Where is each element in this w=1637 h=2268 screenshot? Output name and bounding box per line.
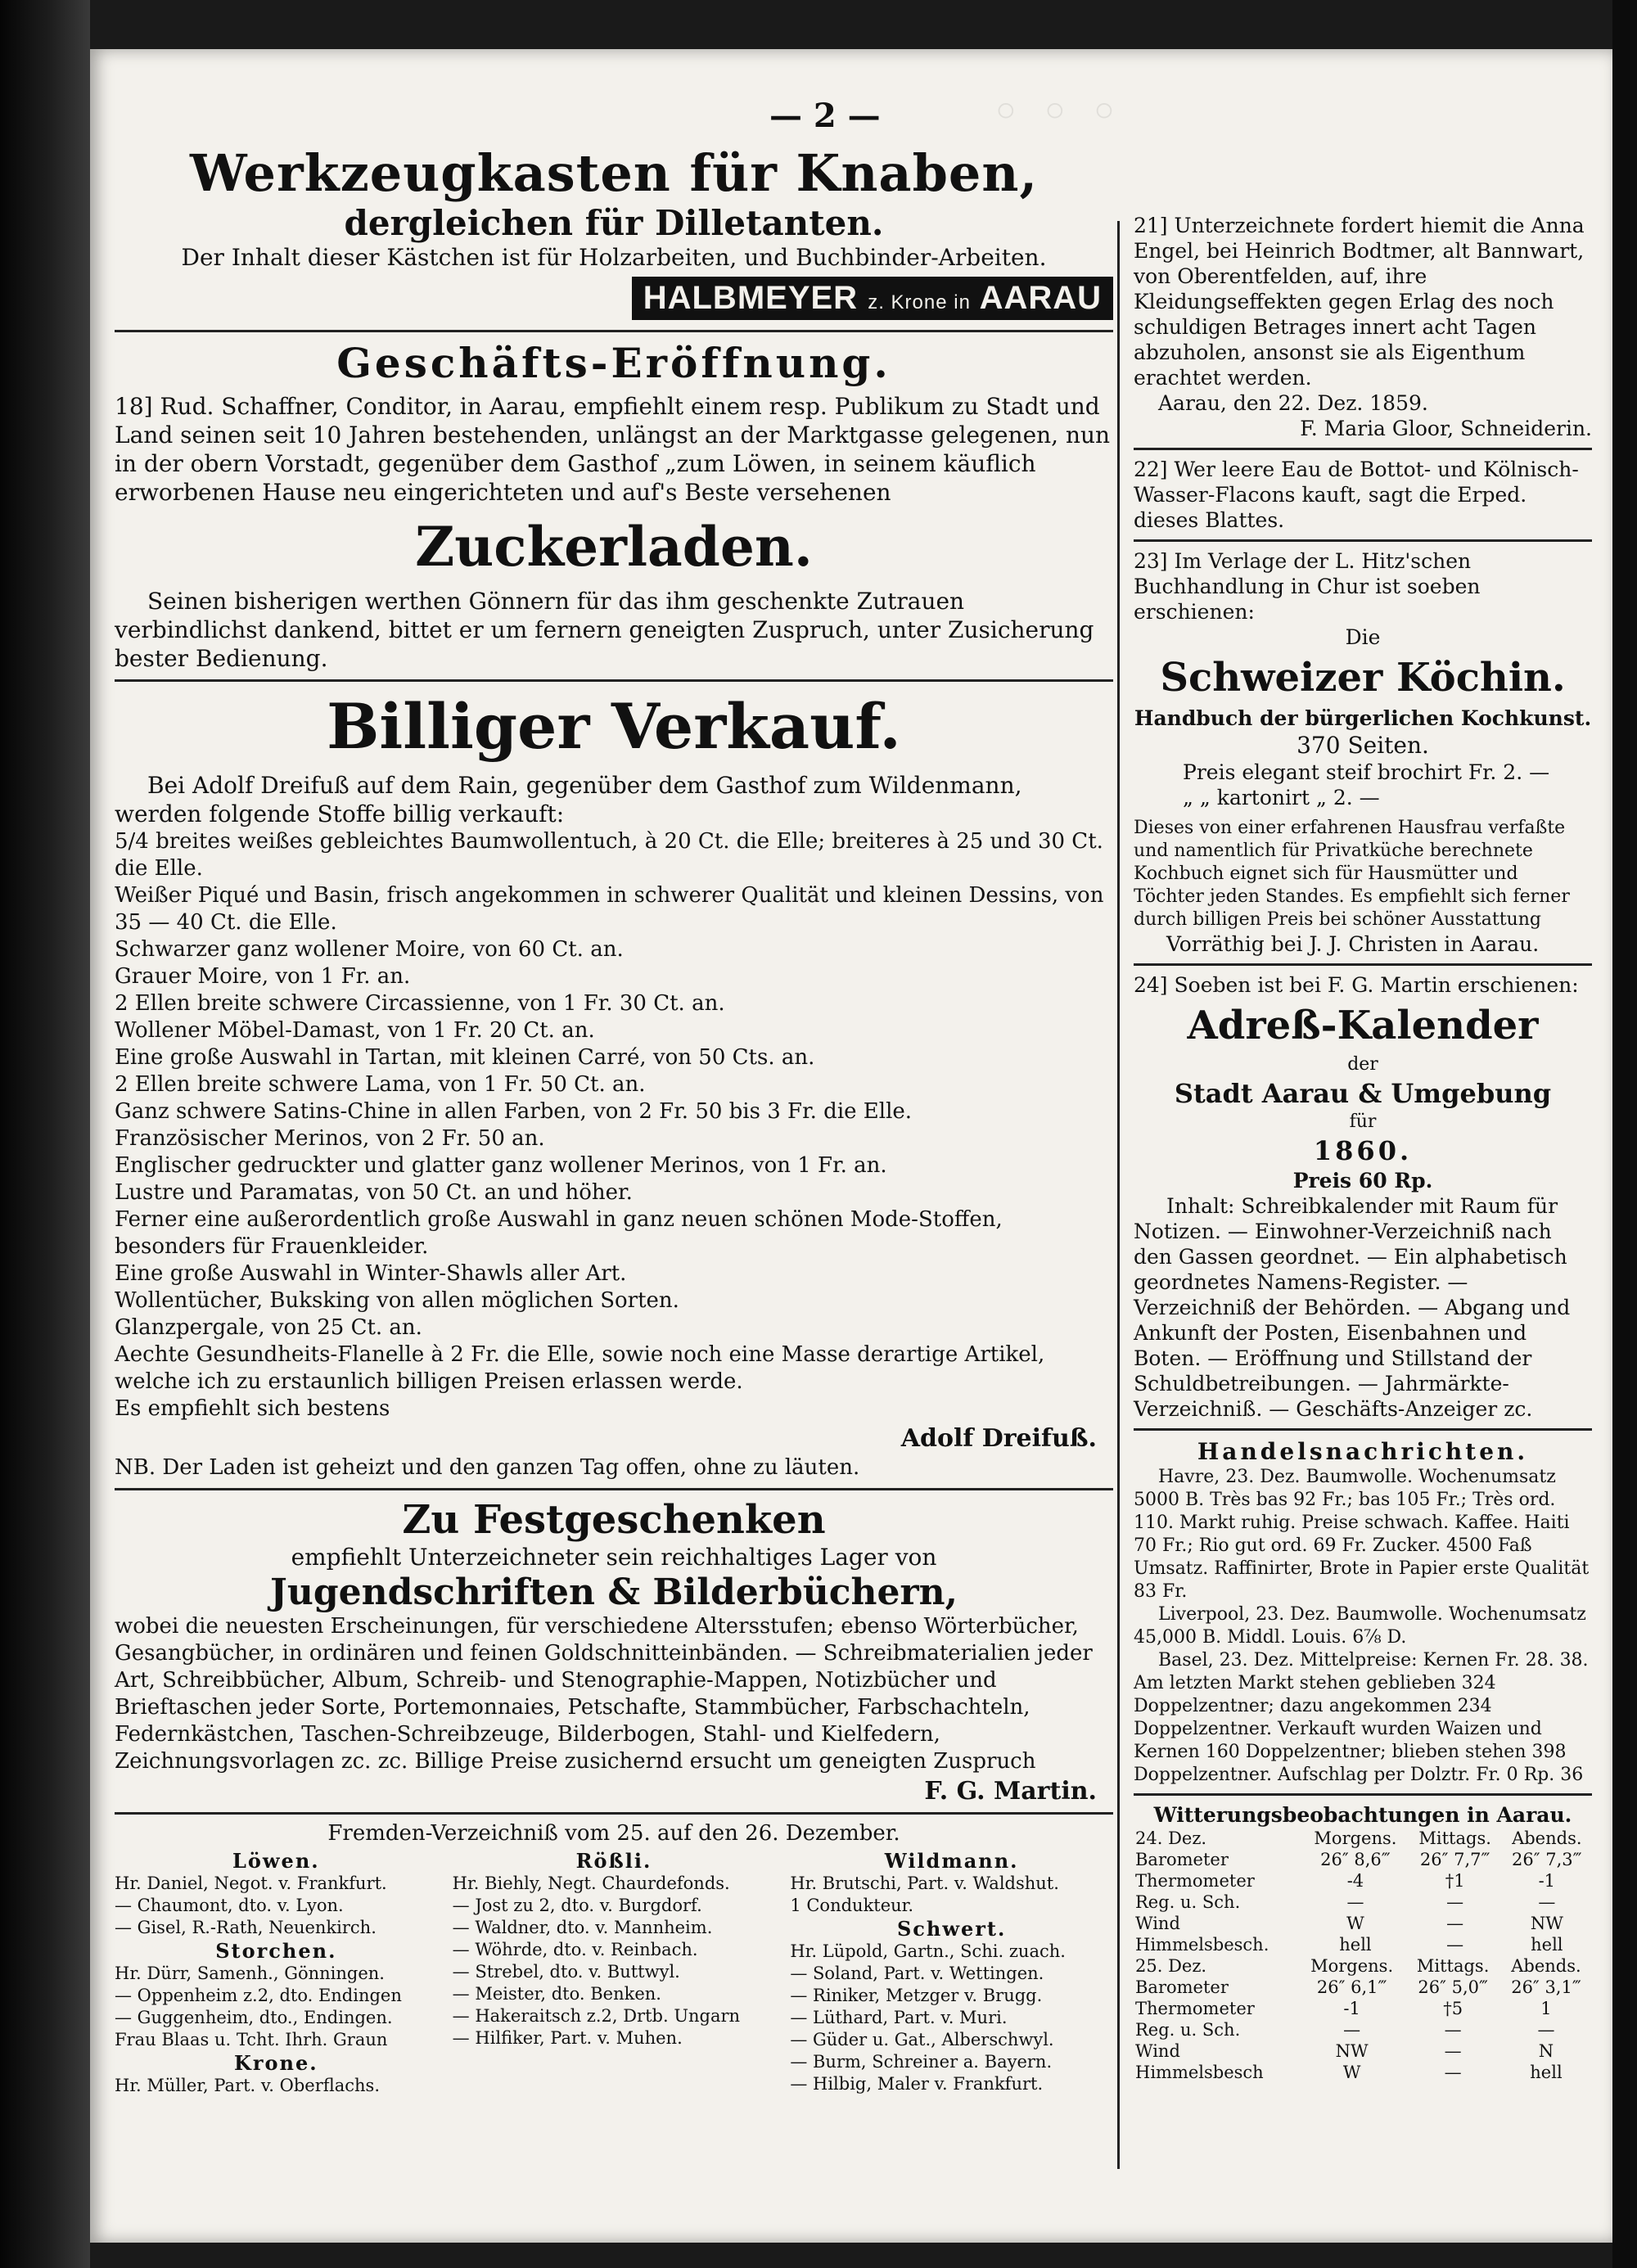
- handels-entry: Havre, 23. Dez. Baumwolle. Wochenumsatz 5000 B. Très bas 92 Fr.; bas 105 Fr.; Très ord. 110. Markt ruhig. Preise schwach. Kaffee. Haiti 70 Fr.; Rio gut ord. 69 Fr. Zucker. 4500 Faß Umsatz. Raffinirter, Brote in Papier erste Qualität 83 Fr.: [1134, 1467, 1590, 1602]
- hotel-name: Krone.: [234, 2051, 318, 2075]
- goods-item: Wollener Möbel-Damast, von 1 Fr. 20 Ct. an.: [115, 1018, 595, 1043]
- koechin-subtitle: Handbuch der bürgerlichen Kochkunst.: [1134, 706, 1592, 730]
- book-binding: [0, 0, 90, 2268]
- notice-24: 24] Soeben ist bei F. G. Martin erschienen:: [1134, 973, 1579, 997]
- martin-signature: F. G. Martin.: [924, 1777, 1097, 1806]
- goods-item: Ferner eine außerordentlich große Auswahl in ganz neuen schönen Mode-Stoffen, besonders für Frauenkleider.: [115, 1207, 1003, 1259]
- weather-cell: 26″ 7,7‴: [1419, 1850, 1490, 1869]
- weather-cell: 26″ 3,1‴: [1511, 1977, 1581, 1997]
- weather-cell: 26″ 7,3‴: [1512, 1850, 1582, 1869]
- goods-item: 5/4 breites weißes gebleichtes Baumwollentuch, à 20 Ct. die Elle; breiteres à 25 und 30 Ct. die Elle.: [115, 829, 1103, 881]
- guest-entry: Hr. Dürr, Samenh., Gönningen.: [115, 1964, 385, 1983]
- handels-entry: Basel, 23. Dez. Mittelpreise: Kernen Fr. 28. 38. Am letzten Markt stehen geblieben 324 Doppelzentner; dazu angekommen 234 Doppelzentner. Verkauft wurden Waizen und Kernen 160 Doppelzentner; blieben stehen 398 Doppelzentner. Aufschlag per Dolztr. Fr. 0 Rp. 36: [1134, 1650, 1589, 1785]
- divider: [1134, 448, 1592, 450]
- guest-entry: — Guggenheim, dto., Endingen.: [115, 2008, 393, 2027]
- goods-item: Schwarzer ganz wollener Moire, von 60 Ct. an.: [115, 937, 624, 962]
- guest-entry: — Wöhrde, dto. v. Reinbach.: [452, 1940, 698, 1959]
- fest-text: wobei die neuesten Erscheinungen, für verschiedene Altersstufen; ebenso Wörterbücher, Gesangbücher, in ordinären und feinen Goldschnitteinbänden. — Schreibmaterialien jeder Art, Schreibbücher, Album, Schreib- und Stenographie-Mappen, Notizbücher und Brieftaschen jeder Sorte, Portemonnaies, Petschafte, Stammbücher, Farbschachteln, Federnkästchen, Taschen-Schreibzeuge, Bilderbogen, Stahl- und Kielfedern, Zeichnungsvorlagen zc. zc. Billige Preise zusichernd ersucht um geneigten Zuspruch: [115, 1614, 1093, 1774]
- goods-item: Englischer gedruckter und glatter ganz wollener Merinos, von 1 Fr. an.: [115, 1153, 887, 1178]
- weather-cell: —: [1444, 2020, 1462, 2040]
- guest-entry: — Waldner, dto. v. Mannheim.: [452, 1918, 713, 1937]
- zuckerladen-heading: Zuckerladen.: [415, 515, 813, 579]
- adress-kalender-title: Adreß-Kalender: [1187, 1003, 1539, 1048]
- page-number: — 2 —: [769, 97, 881, 135]
- dreifuss-signature: Adolf Dreifuß.: [900, 1424, 1097, 1453]
- weather-cell: 26″ 8,6‴: [1320, 1850, 1391, 1869]
- weather-cell: 1: [1540, 1999, 1552, 2018]
- column-divider: [1117, 221, 1120, 2169]
- weather-row-label: Reg. u. Sch.: [1135, 2020, 1241, 2040]
- notice-21: 21] Unterzeichnete fordert hiemit die Anna Engel, bei Heinrich Bodtmer, alt Bannwart, von Oberentfelden, auf, ihre Kleidungseffekten gegen Erlag des noch schuldigen Betrages innert acht Tagen abzuholen, ansonst sie als Eigenthum erachtet werden.: [1134, 214, 1585, 390]
- weather-cell: hell: [1531, 1935, 1563, 1955]
- weather-cell: —: [1444, 2041, 1462, 2061]
- notice-21-date: Aarau, den 22. Dez. 1859.: [1158, 391, 1428, 415]
- goods-item: Eine große Auswahl in Tartan, mit kleinen Carré, von 50 Cts. an.: [115, 1045, 815, 1070]
- divider: [115, 679, 1113, 682]
- divider: [1134, 1793, 1592, 1796]
- guest-entry: Hr. Biehly, Negt. Chaurdefonds.: [452, 1873, 730, 1893]
- goods-list: [115, 828, 1113, 1396]
- inhalt-text: Inhalt: Schreibkalender mit Raum für Notizen. — Einwohner-Verzeichniß nach den Gassen geordnet. — Ein alphabetisch geordnetes Namens-Register. — Verzeichniß der Behörden. — Abgang und Ankunft der Posten, Eisenbahnen und Boten. — Eröffnung und Stillstand der Schuldbetreibungen. — Jahrmärkte-Verzeichniß. — Geschäfts-Anzeiger zc.: [1134, 1194, 1571, 1421]
- weather-cell: -4: [1346, 1871, 1364, 1891]
- weather-row-label: Thermometer: [1135, 1999, 1255, 2018]
- notice-22: 22] Wer leere Eau de Bottot- und Kölnisch-Wasser-Flacons kauft, sagt die Erped. dieses Blattes.: [1134, 458, 1579, 532]
- guest-entry: Hr. Daniel, Negot. v. Frankfurt.: [115, 1873, 387, 1893]
- koechin-text: Dieses von einer erfahrenen Hausfrau verfaßte und namentlich für Privatküche berechnete Kochbuch eignet sich für Hausmütter und Töchter jeden Standes. Es empfiehlt sich ferner durch billigen Preis bei schöner Ausstattung: [1134, 818, 1570, 930]
- guest-entry: — Oppenheim z.2, dto. Endingen: [115, 1986, 402, 2005]
- werkzeug-subtitle: dergleichen für Dilletanten.: [344, 203, 884, 243]
- handels-nachrichten: [1134, 1466, 1592, 1787]
- weather-cell: NW: [1335, 2041, 1369, 2061]
- left-column: [115, 143, 1113, 2097]
- goods-item: 2 Ellen breite schwere Lama, von 1 Fr. 50 Ct. an.: [115, 1072, 646, 1097]
- goods-item: Glanzpergale, von 25 Ct. an.: [115, 1315, 422, 1340]
- weather-cell: —: [1343, 2020, 1361, 2040]
- guest-entry: — Chaumont, dto. v. Lyon.: [115, 1896, 344, 1915]
- guest-entry: — Meister, dto. Benken.: [452, 1984, 661, 2004]
- billiger-heading: Billiger Verkauf.: [327, 690, 901, 763]
- hotel-name: Schwert.: [896, 1917, 1007, 1941]
- weather-cell: —: [1446, 1914, 1464, 1933]
- nb-line: NB. Der Laden ist geheizt und den ganzen Tag offen, ohne zu läuten.: [115, 1455, 860, 1480]
- witterung-title: Witterungsbeobachtungen in Aarau.: [1153, 1803, 1572, 1827]
- guest-entry: — Riniker, Metzger v. Brugg.: [790, 1986, 1043, 2005]
- divider: [1134, 1428, 1592, 1431]
- banner-name: HALBMEYER: [643, 280, 859, 316]
- eroeffnung-heading: Geschäfts-Eröffnung.: [336, 339, 891, 387]
- weather-row-label: Himmelsbesch: [1135, 2063, 1264, 2082]
- koechin-title: Schweizer Köchin.: [1160, 655, 1566, 701]
- fremden-title: Fremden-Verzeichniß vom 25. auf den 26. Dezember.: [327, 1821, 900, 1846]
- weather-col-header: Abends.: [1512, 1828, 1582, 1848]
- guest-entry: 1 Condukteur.: [790, 1896, 914, 1915]
- weather-cell: —: [1538, 1892, 1556, 1912]
- guest-entry: Hr. Brutschi, Part. v. Waldshut.: [790, 1873, 1059, 1893]
- divider: [115, 1812, 1113, 1815]
- goods-item: 2 Ellen breite schwere Circassienne, von 1 Fr. 30 Ct. an.: [115, 991, 725, 1016]
- weather-row-label: Barometer: [1135, 1850, 1229, 1869]
- handels-entry: Liverpool, 23. Dez. Baumwolle. Wochenumsatz 45,000 B. Middl. Louis. 6⅞ D.: [1134, 1604, 1586, 1648]
- fest-intro: empfiehlt Unterzeichneter sein reichhaltiges Lager von: [291, 1544, 937, 1571]
- hotel-name: Wildmann.: [884, 1849, 1019, 1873]
- fremden-verzeichnis: [115, 1849, 1113, 2097]
- hotel-name: Storchen.: [215, 1939, 337, 1963]
- weather-cell: W: [1342, 2063, 1361, 2082]
- weather-cell: —: [1446, 1892, 1464, 1912]
- weather-col-header: Abends.: [1511, 1956, 1581, 1976]
- weather-cell: —: [1444, 2063, 1462, 2082]
- kalender-year: 1860.: [1313, 1135, 1413, 1166]
- weather-cell: W: [1346, 1914, 1364, 1933]
- weather-row-label: Wind: [1135, 2041, 1180, 2061]
- weather-col-header: Mittags.: [1416, 1956, 1490, 1976]
- weather-row-label: Thermometer: [1135, 1871, 1255, 1891]
- fremden-column: [790, 1849, 1113, 2097]
- goods-item: Französischer Merinos, von 2 Fr. 50 an.: [115, 1126, 545, 1151]
- billiger-intro: Bei Adolf Dreifuß auf dem Rain, gegenüber dem Gasthof zum Wildenmann, werden folgende Stoffe billig verkauft:: [115, 772, 1022, 827]
- divider: [1134, 963, 1592, 966]
- banner-city: AARAU: [979, 280, 1102, 316]
- banner-mid: z. Krone in: [868, 291, 971, 313]
- goods-item: Eine große Auswahl in Winter-Shawls aller Art.: [115, 1261, 627, 1286]
- weather-col-header: Mittags.: [1418, 1828, 1491, 1848]
- weather-table: [1134, 1955, 1592, 2083]
- weather-cell: †5: [1443, 1999, 1463, 2018]
- weather-table: [1134, 1828, 1592, 1955]
- weather-col-header: Morgens.: [1314, 1828, 1397, 1848]
- divider: [115, 1488, 1113, 1490]
- fuer-label: für: [1349, 1111, 1377, 1132]
- guest-entry: — Gisel, R.-Rath, Neuenkirch.: [115, 1918, 377, 1937]
- seiten: 370 Seiten.: [1297, 732, 1429, 759]
- guest-entry: — Burm, Schreiner a. Bayern.: [790, 2052, 1053, 2072]
- preis-line-1: Preis elegant steif brochirt Fr. 2. —: [1183, 760, 1550, 784]
- guest-entry: — Lüthard, Part. v. Muri.: [790, 2008, 1008, 2027]
- guest-entry: — Hilfiker, Part. v. Muhen.: [452, 2028, 683, 2048]
- guest-entry: Frau Blaas u. Tcht. Ihrh. Graun: [115, 2030, 388, 2049]
- bleed-through-text: ◦ ◦ ◦: [990, 82, 1120, 143]
- guest-entry: Hr. Lüpold, Gartn., Schi. zuach.: [790, 1941, 1066, 1961]
- empfiehlt-line: Es empfiehlt sich bestens: [115, 1396, 390, 1421]
- fest-heading: Zu Festgeschenken: [402, 1497, 826, 1543]
- der-label: der: [1347, 1054, 1378, 1075]
- weather-cell: —: [1346, 1892, 1364, 1912]
- next-page-edge: [1612, 0, 1637, 2268]
- weather-day: 25. Dez.: [1135, 1956, 1207, 1976]
- guest-entry: — Hilbig, Maler v. Frankfurt.: [790, 2074, 1044, 2094]
- werkzeug-text: Der Inhalt dieser Kästchen ist für Holzarbeiten, und Buchbinder-Arbeiten.: [181, 244, 1047, 271]
- hotel-name: Rößli.: [575, 1849, 652, 1873]
- goods-item: Wollentücher, Buksking von allen möglichen Sorten.: [115, 1288, 679, 1313]
- weather-cell: -1: [1343, 1999, 1360, 2018]
- hotel-name: Löwen.: [232, 1849, 320, 1873]
- guest-entry: — Hakeraitsch z.2, Drtb. Ungarn: [452, 2006, 741, 2026]
- weather-row-label: Reg. u. Sch.: [1135, 1892, 1241, 1912]
- weather-cell: NW: [1530, 1914, 1563, 1933]
- goods-item: Aechte Gesundheits-Flanelle à 2 Fr. die Elle, sowie noch eine Masse derartige Artikel, welche ich zu erstaunlich billigen Preisen erlassen werde.: [115, 1342, 1045, 1394]
- weather-row-label: Barometer: [1135, 1977, 1229, 1997]
- weather-cell: hell: [1339, 1935, 1372, 1955]
- weather-cell: 26″ 5,0‴: [1418, 1977, 1488, 1997]
- notice-21-signature: F. Maria Gloor, Schneiderin.: [1300, 417, 1592, 440]
- weather-cell: —: [1537, 2020, 1555, 2040]
- preis-60: Preis 60 Rp.: [1292, 1169, 1433, 1193]
- preis-line-2: „ „ kartonirt „ 2. —: [1183, 786, 1380, 809]
- goods-item: Lustre und Paramatas, von 50 Ct. an und höher.: [115, 1180, 633, 1205]
- banner-block: [632, 277, 1113, 320]
- fremden-column: [115, 1849, 438, 2097]
- weather-day: 24. Dez.: [1135, 1828, 1207, 1848]
- goods-item: Grauer Moire, von 1 Fr. an.: [115, 964, 411, 989]
- right-column: [1134, 213, 1592, 2083]
- weather-row-label: Wind: [1135, 1914, 1180, 1933]
- weather-cell: hell: [1530, 2063, 1563, 2082]
- witterung-table: [1134, 1828, 1592, 2083]
- divider: [1134, 539, 1592, 542]
- guest-entry: — Güder u. Gat., Alberschwyl.: [790, 2030, 1054, 2049]
- goods-item: Ganz schwere Satins-Chine in allen Farben, von 2 Fr. 50 bis 3 Fr. die Elle.: [115, 1099, 913, 1124]
- guest-entry: — Soland, Part. v. Wettingen.: [790, 1964, 1044, 1983]
- weather-cell: —: [1446, 1935, 1464, 1955]
- halbmeyer-banner: [115, 277, 1113, 320]
- goods-item: Weißer Piqué und Basin, frisch angekommen in schwerer Qualität und kleinen Dessins, von 35 — 40 Ct. die Elle.: [115, 883, 1104, 935]
- guest-entry: — Strebel, dto. v. Buttwyl.: [452, 1962, 680, 1982]
- handels-title: Handelsnachrichten.: [1197, 1438, 1529, 1465]
- vorraethig: Vorräthig bei J. J. Christen in Aarau.: [1166, 932, 1540, 956]
- eroeffnung-text: 18] Rud. Schaffner, Conditor, in Aarau, empfiehlt einem resp. Publikum zu Stadt und Land seinen seit 10 Jahren bestehenden, unlängst an der Marktgasse gelegenen, nun in der obern Vorstadt, gegenüber dem Gasthof „zum Löwen, in seinem käuflich erworbenen Hause neu eingerichteten und auf's Beste versehenen: [115, 393, 1111, 506]
- divider: [115, 330, 1113, 332]
- guest-entry: Hr. Müller, Part. v. Oberflachs.: [115, 2076, 381, 2095]
- stadt-aarau: Stadt Aarau & Umgebung: [1174, 1078, 1552, 1109]
- werkzeug-title: Werkzeugkasten für Knaben,: [189, 143, 1039, 203]
- notice-23: 23] Im Verlage der L. Hitz'schen Buchhandlung in Chur ist soeben erschienen:: [1134, 549, 1481, 624]
- die-label: Die: [1345, 625, 1381, 649]
- weather-col-header: Morgens.: [1310, 1956, 1394, 1976]
- weather-cell: 26″ 6,1‴: [1316, 1977, 1387, 1997]
- zucker-text: Seinen bisherigen werthen Gönnern für das ihm geschenkte Zutrauen verbindlichst dankend, bittet er um fernern geneigten Zuspruch, unter Zusicherung bester Bedienung.: [115, 588, 1094, 672]
- weather-cell: -1: [1538, 1871, 1556, 1891]
- weather-row-label: Himmelsbesch.: [1135, 1935, 1269, 1955]
- guest-entry: — Jost zu 2, dto. v. Burgdorf.: [452, 1896, 702, 1915]
- weather-cell: N: [1538, 2041, 1554, 2061]
- weather-cell: †1: [1445, 1871, 1465, 1891]
- fremden-column: [453, 1849, 776, 2097]
- fest-subheading: Jugendschriften & Bilderbüchern,: [270, 1571, 958, 1613]
